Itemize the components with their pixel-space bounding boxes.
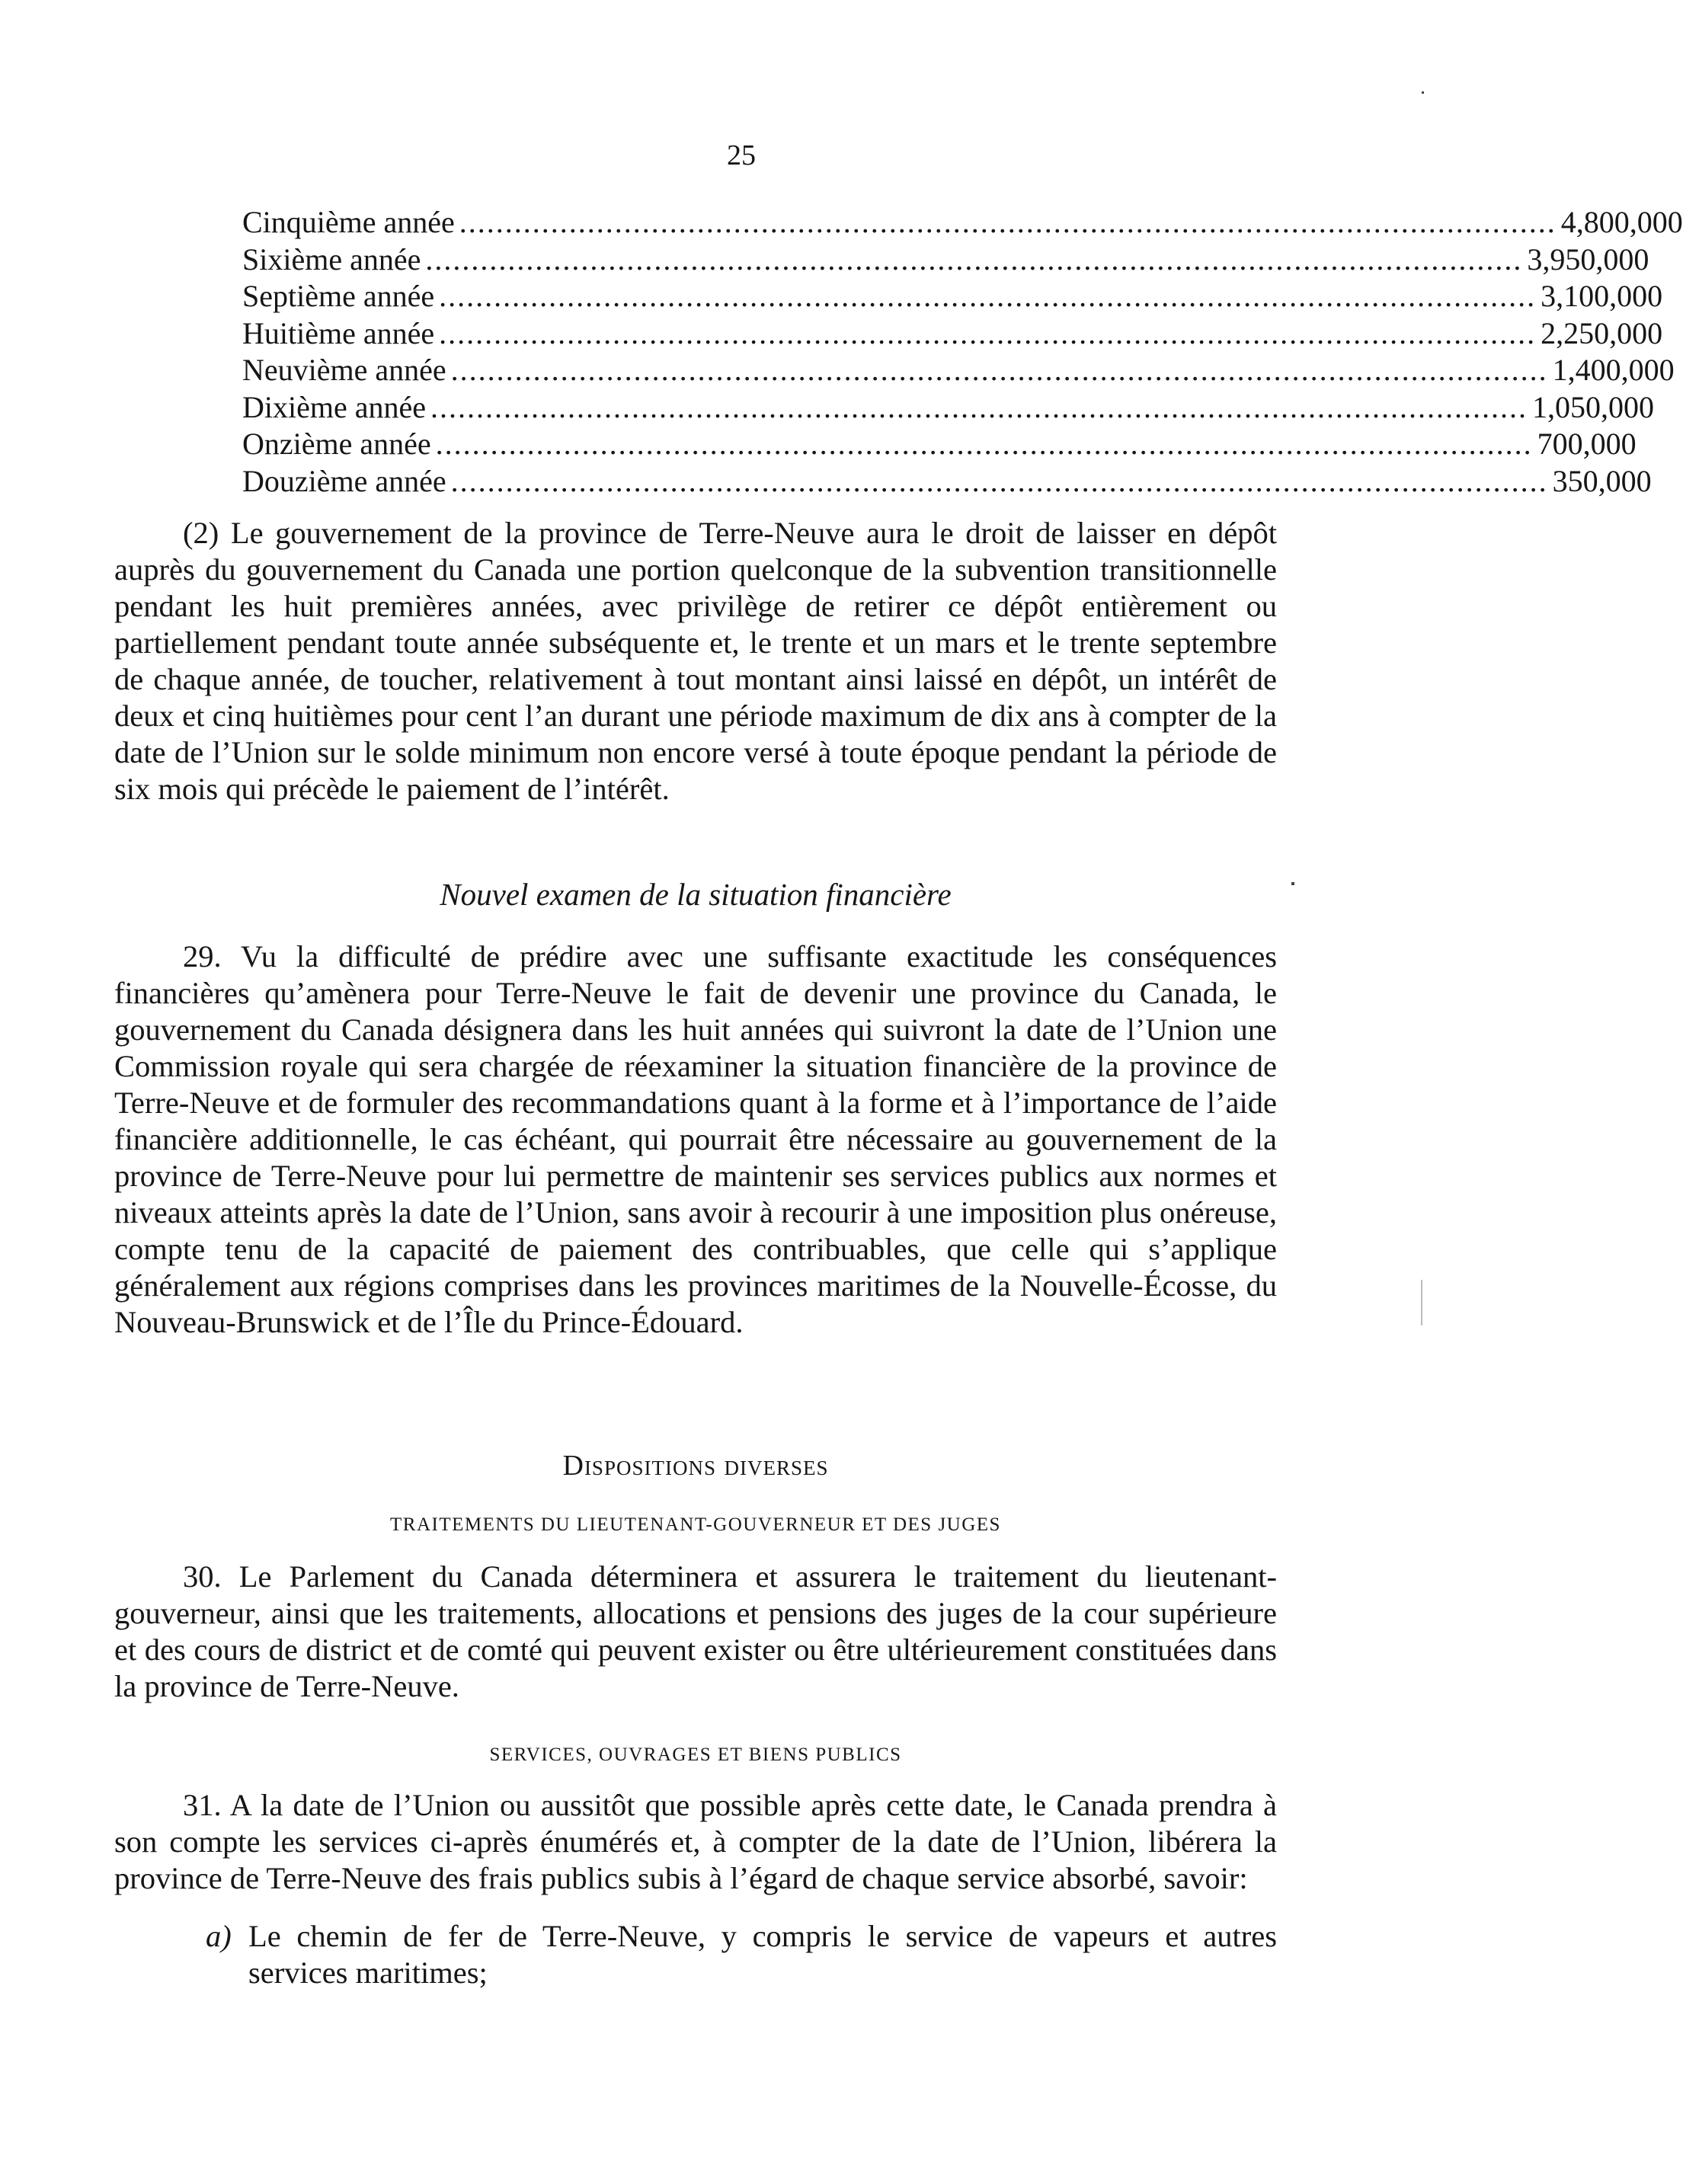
list-item-a-marker: a): [206, 1919, 232, 1953]
grant-table-row: [242, 463, 1652, 500]
year-label: Douzième année: [242, 463, 446, 498]
paragraph-2-text: (2) Le gouvernement de la province de Terre-Neuve aura le droit de laisser en dépôt auprès du gouvernement du Canada une portion quelconque de la subvention transitionnelle pendant les huit premières années, avec privilège de retirer ce dépôt entièrement ou partiellement pendant toute année subséquente et, le trente et un mars et le trente septembre de chaque année, de toucher, relativement à tout montant ainsi laissé en dépôt, un intérêt de deux et cinq huitièmes pour cent l’an durant une période maximum de dix ans à compter de la date de l’Union sur le solde minimum non encore versé à toute époque pendant la période de six mois qui précède le paiement de l’intérêt.: [114, 516, 1277, 806]
year-label: Neuvième année: [242, 353, 446, 387]
grant-table-row: [242, 241, 1649, 279]
paragraph-31-text: 31. A la date de l’Union ou aussitôt que possible après cette date, le Canada prendra à son compte les services ci-après énumérés et, à compter de la date de l’Union, libérera la province de Terre-Neuve des frais publics subis à l’égard de chaque service absorbé, savoir:: [114, 1788, 1277, 1895]
grant-table-row: [242, 389, 1654, 427]
dot-leader: ........................................................................................................................: [425, 241, 1523, 277]
dot-leader: ........................................................................................................................: [430, 389, 1528, 424]
scan-mark: [1421, 1280, 1422, 1325]
heading-misc-provisions: Dispositions diverses: [562, 1450, 829, 1482]
year-label: Onzième année: [242, 427, 431, 461]
paragraph-29-text: 29. Vu la difficulté de prédire avec une suffisante exactitude les conséquences financières qu’amènera pour Terre-Neuve le fait de devenir une province du Canada, le gouvernement du Canada désignera dans les huit années qui suivront la date de l’Union une Commission royale qui sera chargée de réexaminer la situation financière de la province de Terre-Neuve et de formuler des recommandations quant à la forme et à l’importance de l’aide financière additionnelle, le cas échéant, qui pourrait être nécessaire au gouvernement de la province de Terre-Neuve pour lui permettre de maintenir ses services publics aux normes et niveaux atteints après la date de l’Union, sans avoir à recourir à une imposition plus onéreuse, compte tenu de la capacité de paiement des contribuables, que celle qui s’applique généralement aux régions comprises dans les provinces maritimes de la Nouvelle-Écosse, du Nouveau-Brunswick et de l’Île du Prince-Édouard.: [114, 939, 1277, 1339]
grant-table: [242, 204, 1683, 500]
list-item-a-text: Le chemin de fer de Terre-Neuve, y compris le service de vapeurs et autres services maritimes;: [248, 1919, 1277, 1990]
grant-table-row: [242, 426, 1637, 463]
amount-value: 350,000: [1552, 463, 1652, 498]
heading-salaries: TRAITEMENTS DU LIEUTENANT-GOUVERNEUR ET DES JUGES: [390, 1514, 1001, 1535]
amount-value: 2,250,000: [1541, 315, 1663, 350]
paragraph-30-text: 30. Le Parlement du Canada déterminera et assurera le traitement du lieutenant-gouverneur, ainsi que les traitements, allocations et pensions des juges de la cour supérieure et des cours de district et de comté qui peuvent exister ou être ultérieurement constituées dans la province de Terre-Neuve.: [114, 1559, 1277, 1703]
amount-value: 3,950,000: [1527, 241, 1649, 277]
paragraph-31: [114, 1787, 1277, 1897]
year-label: Huitième année: [242, 315, 435, 350]
grant-table-row: [242, 315, 1663, 353]
list-item-a: [206, 1918, 1277, 1991]
year-label: Septième année: [242, 279, 435, 313]
amount-value: 700,000: [1537, 427, 1637, 461]
dot-leader: ........................................................................................................................: [439, 279, 1537, 313]
page-number: 25: [727, 139, 756, 171]
amount-value: 4,800,000: [1560, 205, 1683, 239]
year-label: Cinquième année: [242, 205, 455, 239]
grant-table-row: [242, 278, 1663, 315]
heading-financial-review: Nouvel examen de la situation financière: [440, 877, 952, 912]
dot-leader: ........................................................................................................................: [439, 315, 1537, 350]
year-label: Sixième année: [242, 241, 421, 277]
paragraph-29: [114, 939, 1277, 1341]
amount-value: 1,400,000: [1552, 353, 1675, 387]
scan-speck: [1291, 882, 1294, 885]
dot-leader: ........................................................................................................................: [450, 463, 1548, 498]
heading-public-services: SERVICES, OUVRAGES ET BIENS PUBLICS: [489, 1744, 902, 1765]
paragraph-30: [114, 1559, 1277, 1705]
scan-speck: [1422, 91, 1424, 94]
dot-leader: ........................................................................................................................: [459, 205, 1557, 239]
amount-value: 3,100,000: [1541, 279, 1663, 313]
paragraph-2: [114, 515, 1277, 807]
year-label: Dixième année: [242, 389, 426, 424]
grant-table-row: [242, 352, 1675, 389]
amount-value: 1,050,000: [1532, 389, 1654, 424]
dot-leader: ........................................................................................................................: [450, 353, 1548, 387]
grant-table-row: [242, 204, 1683, 241]
dot-leader: ........................................................................................................................: [435, 427, 1533, 461]
